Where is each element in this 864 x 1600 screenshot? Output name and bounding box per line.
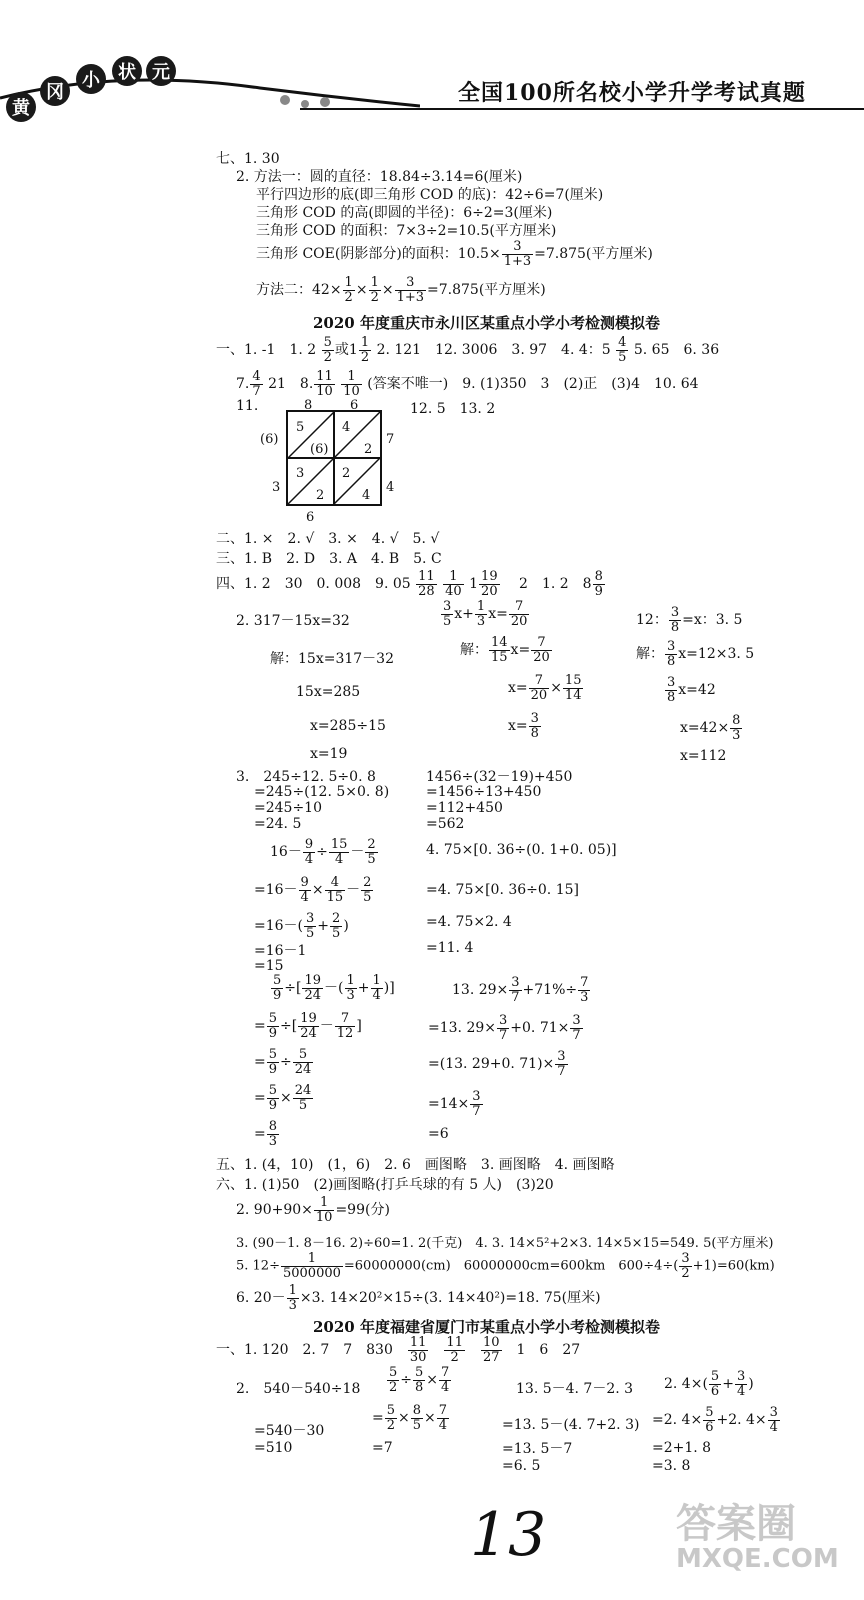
exam-title: 2020 年度福建省厦门市某重点小学小考检测模拟卷 [313,1318,660,1336]
grid-cell-value: 5 [296,420,305,435]
calc-step: =4. 75×2. 4 [426,914,512,930]
grid-cell-value: 2 [342,466,351,481]
text: 2. 121 12. 3006 3. 97 4. 4：5 [376,342,611,359]
fraction: $\frac{3}{7}$ [499,1013,508,1043]
grid-cell-value: 2 [316,488,325,503]
text: 1 6 27 [516,1342,581,1359]
calc-step: = $\frac{5}{9}$ × $\frac{24}{5}$ [254,1083,312,1113]
fraction: $\frac{8}{3}$ [268,1119,278,1149]
equation-step: x=19 [310,746,348,762]
calc-step: =6 [428,1126,449,1142]
text: 12： [636,612,668,629]
text: +1)=60(km) [692,1258,775,1274]
answer-line: 平行四边形的底(即三角形 COD 的底)：42÷6=7(厘米) [256,187,604,203]
fraction: $\frac{8}{9}$ [594,569,603,599]
fraction: $\frac{3}{7}$ [557,1049,566,1079]
answer-line: 一、1. -1 1. 2 $\frac{5}{2}$ 或1 $\frac{1}{2}$ 2. 121 12. 3006 3. 97 4. 4：5 $\frac{4}{5}$ 5. 65 6. 36 [216,335,720,365]
answer-line: 3. (90－1. 8－16. 2)÷60=1. 2(千克) 4. 3. 14×5²+2×3. 14×5×15=549. 5(平方厘米) [236,1236,774,1251]
logo-char: 小 [76,64,106,94]
fraction: $\frac{5}{2}$ [389,1365,398,1395]
calc-step: = $\frac{5}{9}$ ÷[ $\frac{19}{24}$ － $\frac{7}{12}$ ] [254,1011,362,1041]
fraction: $\frac{5}{9}$ [273,973,282,1003]
text: 21 8. [268,376,314,393]
grid-label: (6) [260,432,279,447]
grid-cell-value: (6) [310,442,329,457]
text: 5. 65 6. 36 [633,342,720,359]
fraction: $\frac{1}{2}$ [360,335,370,365]
text: (答案不唯一) 9. (1)350 3 (2)正 (3)4 10. 64 [367,376,699,393]
answer-line: 二、1. × 2. √ 3. × 4. √ 5. √ [216,531,440,547]
answer-line: 方法二：42× $\frac{1}{2}$ × $\frac{1}{2}$ × $\frac{3}{1+3}$ =7.875(平方厘米) [256,275,546,305]
calc-step: 16－ $\frac{9}{4}$ ÷ $\frac{15}{4}$ － $\frac{2}{5}$ [270,837,376,867]
fraction: $\frac{1}{10}$ [315,1195,333,1225]
text: =16－ [254,882,298,899]
equation-step: 15x=285 [296,684,361,700]
calc-step: 3. 245÷12. 5÷0. 8 [236,769,376,785]
equation-step [636,640,754,668]
fraction: $\frac{3}{4}$ [736,1369,746,1399]
text: 5. 12÷ [236,1258,280,1274]
calc-step: $\frac{5}{2}$ ÷ $\frac{5}{8}$ × $\frac{7}{4}$ [389,1365,450,1395]
fraction: $\frac{2}{5}$ [367,837,376,867]
calc-step: =16－( $\frac{3}{5}$ + $\frac{2}{5}$ ) [254,911,349,941]
calc-step: =3. 8 [652,1458,691,1474]
fraction: $\frac{7}{3}$ [580,975,589,1005]
calc-step: =24. 5 [254,816,302,832]
fraction: $\frac{5}{6}$ [705,1405,714,1435]
equation-step [664,676,716,704]
equation-step [680,714,743,742]
fraction: $\frac{9}{4}$ [300,875,309,905]
header-rule [300,108,864,110]
fraction: $\frac{11}{10}$ [316,369,333,399]
calc-step: = $\frac{5}{2}$ × $\frac{8}{5}$ × $\frac{7}{4}$ [372,1403,448,1433]
fraction: $\frac{9}{4}$ [304,837,314,867]
fraction: $\frac{3}{8}$ [667,675,676,705]
watermark-chars: 答案圈 [676,1501,796,1547]
fraction: $\frac{11}{30}$ [409,1335,427,1365]
grid-label: 6 [350,398,359,413]
fraction: $\frac{19}{24}$ [300,1011,317,1041]
text: x=12×3. 5 [678,646,755,663]
grid-cell-value: 2 [364,442,373,457]
grid-cell-value: 3 [296,466,305,481]
fraction: $\frac{7}{12}$ [336,1011,354,1041]
calc-step: =7 [372,1440,393,1456]
equation-step: x=112 [680,748,727,764]
fraction: $\frac{3}{2}$ [681,1251,690,1281]
text: 13. 29× [452,982,509,999]
fraction: $\frac{1}{2}$ [344,275,353,305]
calc-step: 2. 4×( $\frac{5}{6}$ + $\frac{3}{4}$ ) [664,1369,754,1399]
grid-label: 4 [386,480,395,495]
calc-step: =510 [254,1440,293,1456]
fraction: $\frac{1}{5000000}$ [282,1251,341,1281]
fraction: $\frac{3}{8}$ [670,605,680,635]
answer-line: 七、1. 30 [216,151,280,167]
text: x=42× [680,720,730,737]
fraction: $\frac{2}{5}$ [363,875,372,905]
fraction: $\frac{1}{3}$ [476,599,486,629]
fraction: $\frac{4}{15}$ [326,875,344,905]
answer-line: 三角形 COD 的高(即圆的半径)：6÷2=3(厘米) [256,205,553,221]
text: =2. 4× [652,1412,703,1429]
grid-label: 6 [306,510,315,525]
answer-line: 三角形 COD 的面积：7×3÷2=10.5(平方厘米) [256,223,557,239]
calc-step [428,1050,569,1078]
equation-step [636,606,742,634]
fraction: $\frac{3}{7}$ [572,1013,581,1043]
text: =(13. 29+0. 71)× [428,1056,555,1073]
calc-step [452,976,591,1004]
equation-step: 2. 317－15x=32 [236,613,350,629]
fraction: $\frac{1}{40}$ [445,569,462,599]
equation-step: $\frac{3}{5}$ x+ $\frac{1}{3}$ x= $\frac{7}{20}$ [443,599,528,629]
fraction: $\frac{5}{9}$ [268,1047,278,1077]
calc-step [652,1406,781,1434]
calc-step: =13. 5－(4. 7+2. 3) [502,1417,640,1433]
fraction: $\frac{5}{9}$ [268,1083,278,1113]
exam-title: 2020 年度重庆市永川区某重点小学小考检测模拟卷 [313,314,660,332]
text: 或 [334,342,349,359]
text: 2. 4×( [664,1376,708,1393]
calc-step: = $\frac{8}{3}$ [254,1119,278,1149]
text: 四、1. 2 30 0. 008 9. 05 [216,576,411,593]
logo-char: 冈 [40,76,70,106]
text: =13. 29× [428,1020,496,1037]
equation-step: 解： $\frac{14}{15}$ x= $\frac{7}{20}$ [460,635,550,665]
fraction: $\frac{7}{4}$ [441,1365,450,1395]
answer-line: 2. 方法一：圆的直径：18.84÷3.14=6(厘米) [236,169,523,185]
fraction: $\frac{7}{20}$ [530,673,548,703]
calc-step: 4. 75×[0. 36÷(0. 1+0. 05)] [426,842,617,858]
fraction: $\frac{3}{4}$ [769,1405,778,1435]
fraction: $\frac{3}{7}$ [511,975,520,1005]
text: 6. 20－ [236,1290,286,1307]
fraction: $\frac{5}{8}$ [415,1365,424,1395]
text: +71%÷ [522,982,578,999]
answer-line [236,1252,775,1280]
calc-step: = $\frac{5}{9}$ ÷ $\frac{5}{24}$ [254,1047,312,1077]
calc-step: 1456÷(32－19)+450 [426,769,573,785]
grid-label: 3 [272,480,281,495]
text: =7.875(平方厘米) [534,246,653,263]
text: x=42 [678,682,716,699]
series-title: 全国100所名校小学升学考试真题 [458,80,806,106]
text: =7.875(平方厘米) [427,282,546,299]
calc-step: =15 [254,958,284,974]
fraction: $\frac{3}{8}$ [667,639,676,669]
equation-step: x= $\frac{7}{20}$ × $\frac{15}{14}$ [508,673,582,703]
fraction: $\frac{19}{20}$ [481,569,498,599]
fraction: $\frac{5}{2}$ [323,335,332,365]
calc-step: =11. 4 [426,940,474,956]
fraction: $\frac{1}{3}$ [346,973,355,1003]
fraction: $\frac{1}{4}$ [372,973,381,1003]
answer-line: 三、1. B 2. D 3. A 4. B 5. C [216,551,442,567]
fraction: $\frac{3}{1+3}$ [396,275,425,305]
puzzle-grid [286,410,382,506]
text: 7. [236,376,250,393]
fraction: $\frac{3}{8}$ [530,711,539,741]
fraction: $\frac{5}{2}$ [386,1403,396,1433]
calc-step: =562 [426,816,465,832]
answer-line [236,370,699,398]
page-header [0,0,864,120]
calc-step: $\frac{5}{9}$ ÷[ $\frac{19}{24}$ －( $\frac{1}{3}$ + $\frac{1}{4}$ )] [273,973,395,1003]
fraction: $\frac{1}{2}$ [370,275,379,305]
text: 一、1. 120 2. 7 7 830 [216,1342,393,1359]
answer-line: 六、1. (1)50 (2)画图略(打乒乓球的有 5 人) (3)20 [216,1177,554,1193]
text: 一、1. -1 1. 2 [216,342,317,359]
text: 方法二：42× [256,282,342,299]
fraction: $\frac{8}{3}$ [732,713,741,743]
grid-label: 7 [386,432,395,447]
fraction: $\frac{11}{2}$ [446,1335,463,1365]
fraction: $\frac{7}{4}$ [438,1403,448,1433]
calc-step: =16－ $\frac{9}{4}$ × $\frac{4}{15}$ － $\frac{2}{5}$ [254,875,372,905]
grid-label: 8 [304,398,313,413]
text: ×3. 14×20²×15÷(3. 14×40²)=18. 75(厘米) [299,1290,601,1307]
fraction: $\frac{7}{20}$ [510,599,528,629]
fraction: $\frac{5}{6}$ [710,1369,720,1399]
answer-line [236,1196,390,1224]
text: =16－( [254,918,304,935]
fraction: $\frac{4}{7}$ [252,369,261,399]
answer-line [216,1336,580,1364]
fraction: $\frac{4}{5}$ [618,335,627,365]
grid-cell-value: 4 [362,488,371,503]
answer-line: 五、1. (4，10) (1，6) 2. 6 画图略 3. 画图略 4. 画图略 [216,1157,615,1173]
fraction: $\frac{1}{10}$ [343,369,360,399]
fraction: $\frac{1}{3}$ [288,1283,297,1313]
calc-step: 2. 540－540÷18 [236,1381,361,1397]
calc-step: =1456÷13+450 [426,784,542,800]
fraction: $\frac{11}{28}$ [418,569,435,599]
answer-line: 12. 5 13. 2 [410,401,496,417]
fraction: $\frac{15}{14}$ [564,673,582,703]
text: =14× [428,1096,470,1113]
fraction: $\frac{3}{5}$ [306,911,315,941]
calc-step [428,1014,584,1042]
calc-step: 13. 5－4. 7－2. 3 [516,1381,634,1397]
calc-step: =6. 5 [502,1458,541,1474]
logo-char: 元 [146,56,176,86]
fraction: $\frac{5}{24}$ [294,1047,312,1077]
text: 16－ [270,844,302,861]
text: =99(分) [335,1202,390,1219]
watermark-site: MXQE.COM [676,1544,839,1574]
calc-step: =245÷(12. 5×0. 8) [254,784,390,800]
text: +2. 4× [716,1412,767,1429]
calc-step: =245÷10 [254,800,322,816]
calc-step: =13. 5－7 [502,1441,573,1457]
equation-step: 解：15x=317－32 [270,651,394,667]
answer-line [256,240,653,268]
calc-step [428,1090,484,1118]
fraction: $\frac{15}{4}$ [330,837,348,867]
fraction: $\frac{19}{24}$ [304,973,322,1003]
answer-line [236,1284,601,1312]
logo-char: 状 [112,56,142,86]
fraction: $\frac{3}{1+3}$ [503,239,532,269]
calc-step: =112+450 [426,800,503,816]
fraction: $\frac{3}{5}$ [443,599,452,629]
grid-cell-value: 4 [342,420,351,435]
fraction: $\frac{14}{15}$ [491,635,508,665]
fraction: $\frac{7}{20}$ [533,635,550,665]
handwritten-page-number: 13 [470,1500,547,1570]
answer-line: 四、1. 2 30 0. 008 9. 05 $\frac{11}{28}$ $\frac{1}{40}$ 1 $\frac{19}{20}$ 2 1. 2 8 $\frac{8}{9}$ [216,569,603,599]
fraction: $\frac{3}{7}$ [472,1089,481,1119]
fraction: $\frac{10}{27}$ [482,1335,500,1365]
answer-line: 11. [236,398,259,414]
text: 2. 90+90× [236,1202,313,1219]
equation-step: x= $\frac{3}{8}$ [508,711,539,741]
calc-step: =540－30 [254,1423,325,1439]
text: =x：3. 5 [682,612,743,629]
text: 解： [636,646,664,663]
fraction: $\frac{5}{9}$ [268,1011,278,1041]
logo-char: 黄 [6,92,36,122]
fraction: $\frac{2}{5}$ [332,911,341,941]
calc-step: =4. 75×[0. 36÷0. 15] [426,882,579,898]
fraction: $\frac{24}{5}$ [294,1083,312,1113]
calc-step: =16－1 [254,943,307,959]
text: +0. 71× [510,1020,570,1037]
equation-step: x=285÷15 [310,718,386,734]
calc-step: =2+1. 8 [652,1440,712,1456]
text: =60000000(cm) 60000000cm=600km 600÷4÷( [343,1258,679,1274]
text: 三角形 COE(阴影部分)的面积：10.5× [256,246,501,263]
fraction: $\frac{8}{5}$ [412,1403,422,1433]
